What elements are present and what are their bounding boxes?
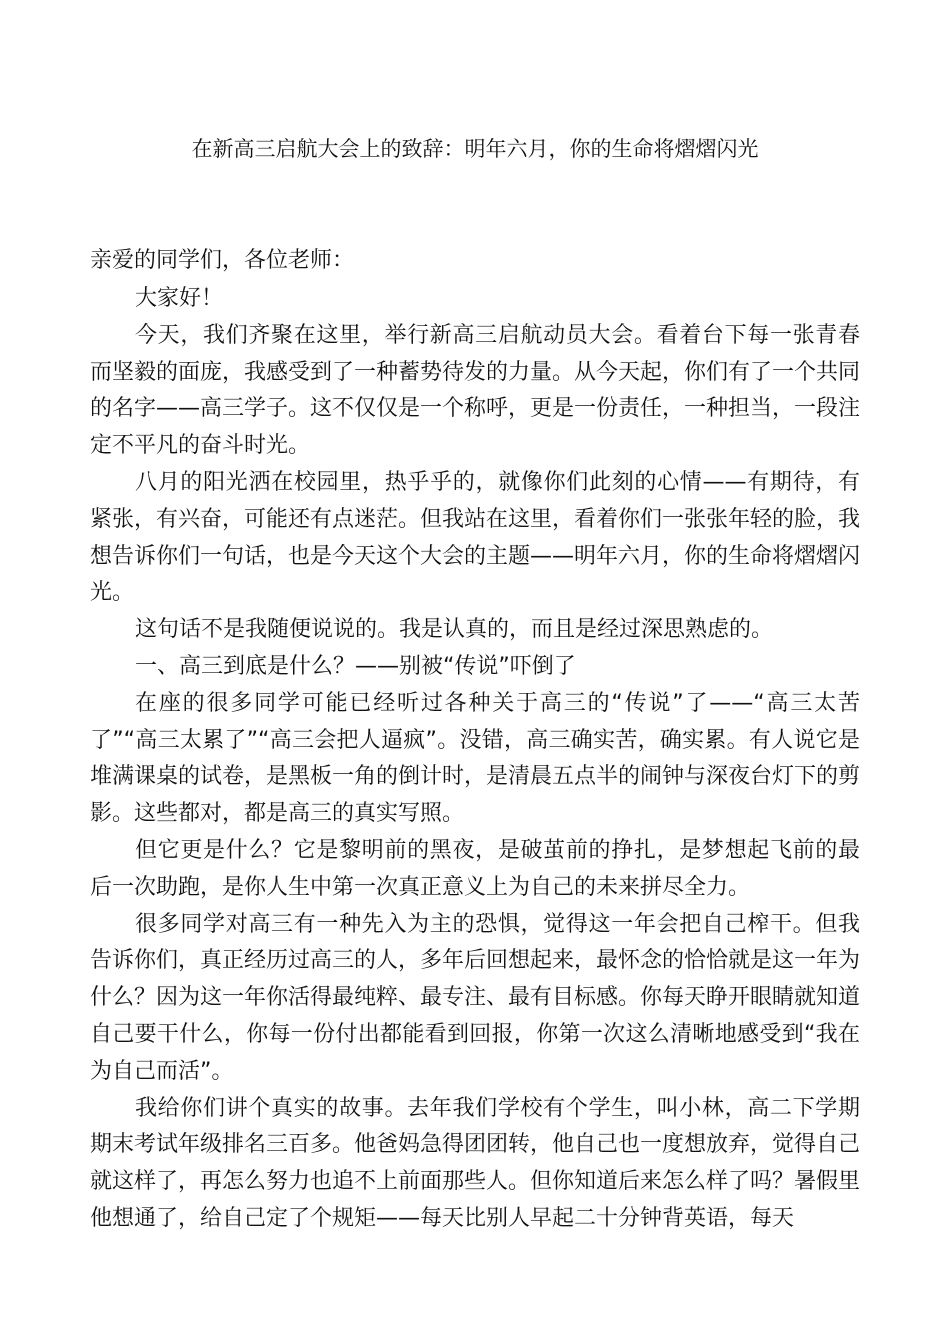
- paragraph-fear: 很多同学对高三有一种先入为主的恐惧，觉得这一年会把自己榨干。但我告诉你们，真正经历过高三的人，多年后回想起来，最怀念的恰恰就是这一年为什么？因为这一年你活得最纯粹、最专注、最有目标感。你每天睁开眼睛就知道自己要干什么，你每一份付出都能看到回报，你第一次这么清晰地感受到“我在为自己而活”。: [90, 911, 861, 1084]
- paragraph-greeting: 大家好！: [135, 286, 224, 311]
- paragraph-opening: 今天，我们齐聚在这里，举行新高三启航动员大会。看着台下每一张青春而坚毅的面庞，我感受到了一种蓄势待发的力量。从今天起，你们有了一个共同的名字——高三学子。这不仅仅是一个称呼，更是一份责任，一种担当，一段注定不平凡的奋斗时光。: [90, 322, 861, 459]
- document-body: [90, 281, 860, 1238]
- paragraph-statement: 这句话不是我随便说说的。我是认真的，而且是经过深思熟虑的。: [135, 617, 774, 643]
- document-title: 在新高三启航大会上的致辞：明年六月，你的生命将熠熠闪光: [191, 137, 759, 161]
- paragraph-meaning: 但它更是什么？它是黎明前的黑夜，是破茧前的挣扎，是梦想起飞前的最后一次助跑，是你人生中第一次真正意义上为自己的未来拼尽全力。: [90, 837, 860, 900]
- paragraph-legends: 在座的很多同学可能已经听过各种关于高三的“传说”了——“高三太苦了”“高三太累了”“高三会把人逼疯”。没错，高三确实苦，确实累。有人说它是堆满课桌的试卷，是黑板一角的倒计时，是清晨五点半的闹钟与深夜台灯下的剪影。这些都对，都是高三的真实写照。: [90, 690, 861, 827]
- paragraph-theme: 八月的阳光洒在校园里，热乎乎的，就像你们此刻的心情——有期待，有紧张，有兴奋，可能还有点迷茫。但我站在这里，看着你们一张张年轻的脸，我想告诉你们一句话，也是今天这个大会的主题——明年六月，你的生命将熠熠闪光。: [90, 469, 861, 606]
- greeting-line: 亲爱的同学们，各位老师：: [90, 248, 355, 273]
- section-heading: 一、高三到底是什么？——别被“传说”吓倒了: [135, 653, 576, 679]
- paragraph-story: 我给你们讲个真实的故事。去年我们学校有个学生，叫小林，高二下学期期末考试年级排名三百多。他爸妈急得团团转，他自己也一度想放弃，觉得自己就这样了，再怎么努力也追不上前面那些人。但你知道后来怎么样了吗？暑假里他想通了，给自己定了个规矩——每天比别人早起二十分钟背英语，每天: [90, 1095, 861, 1231]
